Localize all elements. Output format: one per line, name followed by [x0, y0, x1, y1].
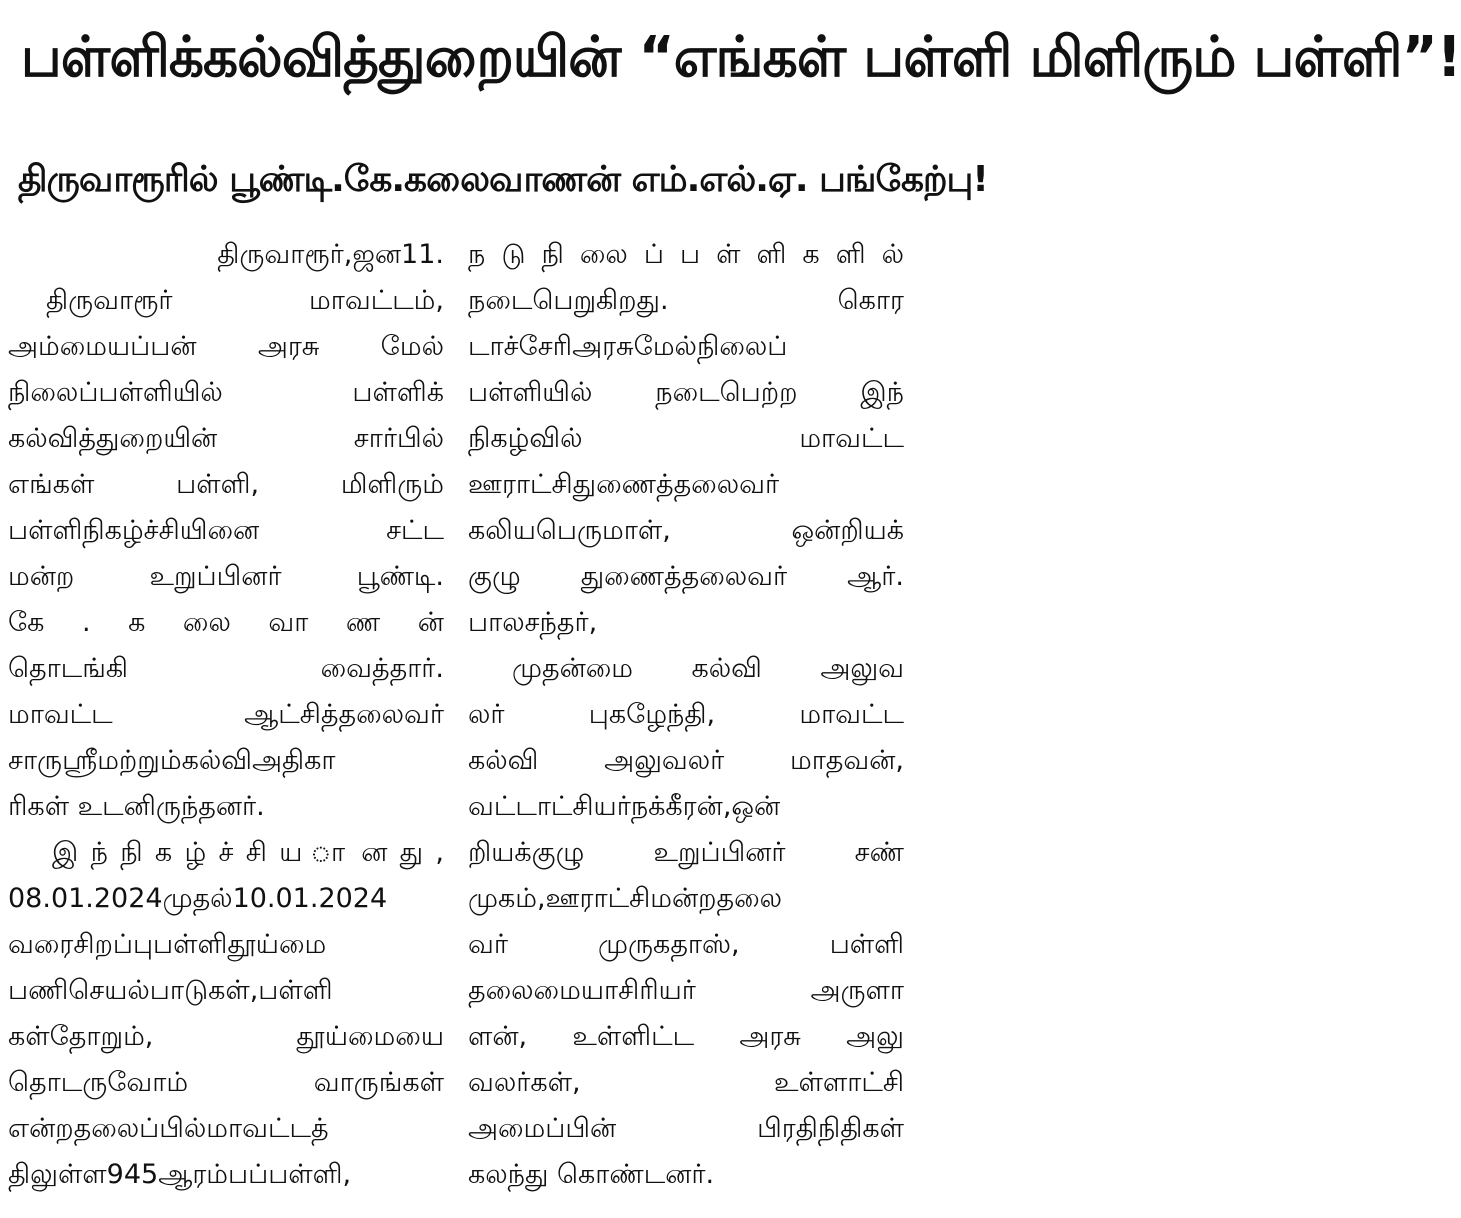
paragraph-line: ந டு நி லை ப் ப ள் ளி க ளி ல் — [468, 239, 904, 270]
subheadline: திருவாரூரில் பூண்டி.கே.கலைவாணன் எம்.எல்.ஏ. பங்கேற்பு! — [18, 159, 988, 200]
paragraph-line: தொடங்கி வைத்தார். — [8, 653, 444, 684]
paragraph-line: வட்டாட்சியர்நக்கீரன்,ஒன் — [468, 791, 781, 822]
paragraph-line: முகம்,ஊராட்சிமன்றதலை — [468, 883, 783, 914]
paragraph-line: 08.01.2024முதல்10.01.2024 — [8, 883, 388, 914]
paragraph-line: குழு துணைத்தலைவர் ஆர். — [468, 561, 904, 592]
paragraph-line: நடைபெறுகிறது. கொர — [468, 285, 904, 316]
paragraph-line: கலந்து கொண்டனர். — [468, 1159, 715, 1190]
paragraph-line: பள்ளியில் நடைபெற்ற இந் — [468, 377, 904, 408]
right-column — [468, 232, 904, 1198]
paragraph-line: அம்மையப்பன் அரசு மேல் — [8, 331, 444, 362]
paragraph-line: டாச்சேரிஅரசுமேல்நிலைப் — [468, 331, 788, 362]
paragraph-line: முதன்மை கல்வி அலுவ — [512, 653, 904, 684]
paragraph-line: தொடருவோம் வாருங்கள் — [8, 1067, 444, 1098]
paragraph-line: மன்ற உறுப்பினர் பூண்டி. — [8, 561, 444, 592]
paragraph-line: ளன், உள்ளிட்ட அரசு அலு — [468, 1021, 904, 1052]
paragraph-line: கள்தோறும், தூய்மையை — [8, 1021, 444, 1052]
paragraph-line: இ ந் நி க ழ் ச் சி ய ா ன து , — [52, 837, 444, 868]
dateline: திருவாரூர்,ஜன11. — [217, 239, 444, 270]
paragraph-line: பாலசந்தர், — [468, 607, 598, 638]
paragraph-line: பள்ளிநிகழ்ச்சியினை சட்ட — [8, 515, 444, 546]
paragraph-line: சாருஸ்ரீமற்றும்கல்விஅதிகா — [8, 745, 336, 776]
paragraph-line: திலுள்ள945ஆரம்பப்பள்ளி, — [8, 1159, 352, 1190]
paragraph-line: லர் புகழேந்தி, மாவட்ட — [468, 699, 904, 730]
paragraph-line: வரைசிறப்புபள்ளிதூய்மை — [8, 929, 327, 960]
paragraph-line: கல்வித்துறையின் சார்பில் — [8, 423, 444, 454]
paragraph-line: வலர்கள், உள்ளாட்சி — [468, 1067, 904, 1098]
paragraph-line: கே . க லை வா ண ன் — [8, 607, 444, 638]
paragraph-line: திருவாரூர் மாவட்டம், — [46, 285, 444, 316]
paragraph-line: என்றதலைப்பில்மாவட்டத் — [8, 1113, 329, 1144]
paragraph-line: றியக்குழு உறுப்பினர் சண் — [468, 837, 904, 868]
paragraph-line: நிலைப்பள்ளியில் பள்ளிக் — [8, 377, 444, 408]
paragraph-line: ரிகள் உடனிருந்தனர். — [8, 791, 265, 822]
headline: பள்ளிக்கல்வித்துறையின் “எங்கள் பள்ளி மிளிரும் பள்ளி”! — [20, 25, 1461, 90]
left-column — [8, 232, 444, 1198]
paragraph-line: பணிசெயல்பாடுகள்,பள்ளி — [8, 975, 333, 1006]
paragraph-line: வர் முருகதாஸ், பள்ளி — [468, 929, 904, 960]
paragraph-line: அமைப்பின் பிரதிநிதிகள் — [468, 1113, 904, 1144]
paragraph-line: கல்வி அலுவலர் மாதவன், — [468, 745, 904, 776]
paragraph-line: ஊராட்சிதுணைத்தலைவர் — [468, 469, 780, 500]
paragraph-line: தலைமையாசிரியர் அருளா — [468, 975, 904, 1006]
paragraph-line: எங்கள் பள்ளி, மிளிரும் — [8, 469, 444, 500]
paragraph-line: நிகழ்வில் மாவட்ட — [468, 423, 904, 454]
paragraph-line: கலியபெருமாள், ஒன்றியக் — [468, 515, 904, 546]
paragraph-line: மாவட்ட ஆட்சித்தலைவர் — [8, 699, 444, 730]
